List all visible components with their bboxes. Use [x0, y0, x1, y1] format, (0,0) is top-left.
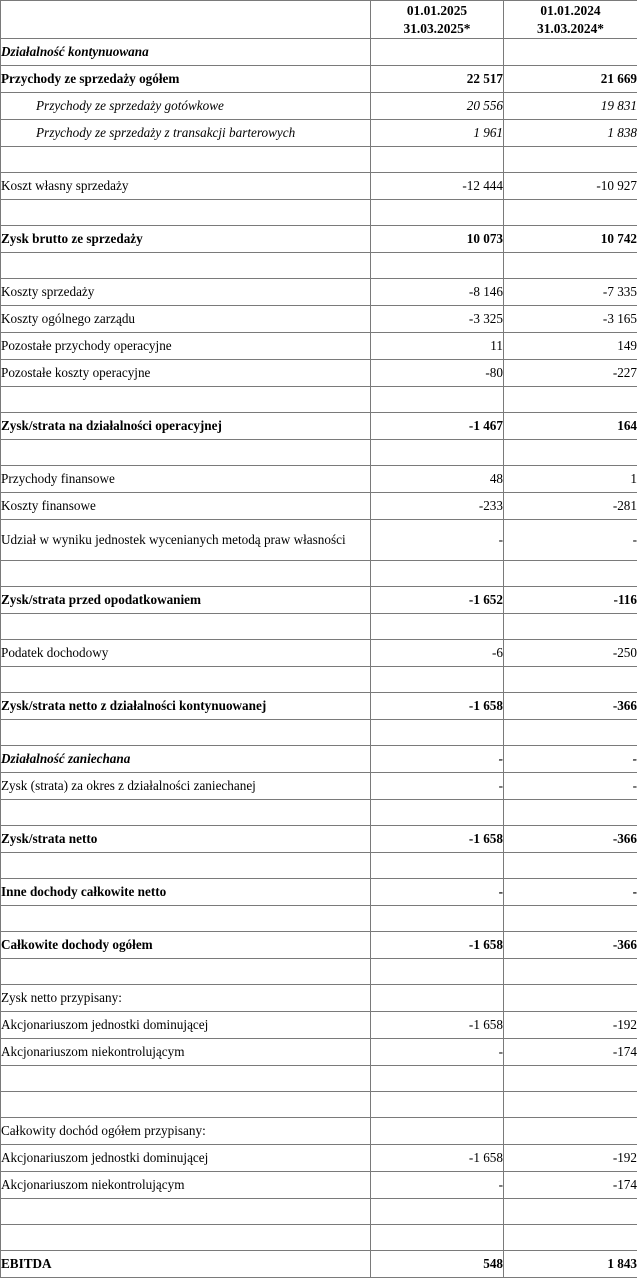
row-value-previous-period: -366 — [504, 826, 637, 853]
header-period-previous — [504, 1, 637, 39]
table-spacer-row — [1, 853, 637, 879]
table-row — [1, 120, 637, 147]
row-value-previous-period — [504, 440, 637, 466]
row-label: Zysk/strata netto — [1, 826, 371, 853]
row-value-current-period — [371, 1066, 504, 1092]
table-row — [1, 773, 637, 800]
row-value-current-period: -1 658 — [371, 932, 504, 959]
row-value-previous-period: 10 742 — [504, 226, 637, 253]
row-value-previous-period — [504, 147, 637, 173]
row-value-previous-period: 1 843 — [504, 1251, 637, 1278]
row-value-current-period: - — [371, 520, 504, 561]
table-row — [1, 493, 637, 520]
row-label: Całkowite dochody ogółem — [1, 932, 371, 959]
row-label — [1, 1066, 371, 1092]
row-label: Koszty ogólnego zarządu — [1, 306, 371, 333]
table-row — [1, 587, 637, 614]
row-label: Działalność zaniechana — [1, 746, 371, 773]
row-value-current-period: - — [371, 773, 504, 800]
table-row — [1, 1145, 637, 1172]
row-value-current-period: 548 — [371, 1251, 504, 1278]
row-label — [1, 1199, 371, 1225]
row-label — [1, 853, 371, 879]
row-value-previous-period: 164 — [504, 413, 637, 440]
row-value-current-period: 20 556 — [371, 93, 504, 120]
table-row — [1, 306, 637, 333]
row-label: Działalność kontynuowana — [1, 39, 371, 66]
row-label — [1, 147, 371, 173]
table-spacer-row — [1, 253, 637, 279]
table-row — [1, 1251, 637, 1278]
row-value-current-period — [371, 800, 504, 826]
row-value-previous-period: -227 — [504, 360, 637, 387]
row-label: Zysk netto przypisany: — [1, 985, 371, 1012]
row-value-current-period: -1 658 — [371, 1145, 504, 1172]
table-row — [1, 66, 637, 93]
row-value-previous-period — [504, 561, 637, 587]
row-value-current-period — [371, 1092, 504, 1118]
row-value-current-period: -1 658 — [371, 1012, 504, 1039]
row-value-current-period: -80 — [371, 360, 504, 387]
header-period-current — [371, 1, 504, 39]
table-spacer-row — [1, 387, 637, 413]
table-row — [1, 466, 637, 493]
row-value-previous-period: - — [504, 520, 637, 561]
row-label: Koszty finansowe — [1, 493, 371, 520]
row-value-current-period: 10 073 — [371, 226, 504, 253]
row-value-previous-period: -116 — [504, 587, 637, 614]
row-label: Zysk/strata przed opodatkowaniem — [1, 587, 371, 614]
row-value-previous-period: -174 — [504, 1039, 637, 1066]
row-label: Akcjonariuszom jednostki dominującej — [1, 1012, 371, 1039]
row-value-current-period — [371, 667, 504, 693]
row-label — [1, 720, 371, 746]
row-value-current-period — [371, 200, 504, 226]
row-value-previous-period — [504, 959, 637, 985]
table-row — [1, 1012, 637, 1039]
table-spacer-row — [1, 561, 637, 587]
row-value-previous-period: -192 — [504, 1145, 637, 1172]
row-value-previous-period — [504, 614, 637, 640]
header-row — [1, 1, 637, 39]
row-value-current-period: - — [371, 746, 504, 773]
row-value-current-period: 48 — [371, 466, 504, 493]
row-value-previous-period: 21 669 — [504, 66, 637, 93]
row-value-current-period: -8 146 — [371, 279, 504, 306]
table-row — [1, 826, 637, 853]
row-label: EBITDA — [1, 1251, 371, 1278]
row-value-previous-period — [504, 253, 637, 279]
table-row — [1, 640, 637, 667]
row-value-current-period — [371, 906, 504, 932]
row-value-previous-period — [504, 1225, 637, 1251]
row-label: Całkowity dochód ogółem przypisany: — [1, 1118, 371, 1145]
table-spacer-row — [1, 906, 637, 932]
table-header — [1, 1, 637, 39]
row-value-current-period: -12 444 — [371, 173, 504, 200]
row-value-current-period — [371, 720, 504, 746]
row-value-previous-period — [504, 853, 637, 879]
table-row — [1, 932, 637, 959]
table-spacer-row — [1, 200, 637, 226]
table-spacer-row — [1, 720, 637, 746]
row-value-previous-period: - — [504, 879, 637, 906]
row-value-previous-period: -174 — [504, 1172, 637, 1199]
row-value-previous-period — [504, 1118, 637, 1145]
row-label: Zysk/strata netto z działalności kontynuowanej — [1, 693, 371, 720]
row-label: Przychody finansowe — [1, 466, 371, 493]
row-value-current-period: -233 — [371, 493, 504, 520]
row-value-previous-period — [504, 906, 637, 932]
row-value-current-period: 11 — [371, 333, 504, 360]
table-row — [1, 413, 637, 440]
table-body — [1, 39, 637, 1278]
row-value-current-period — [371, 1199, 504, 1225]
row-value-current-period — [371, 1118, 504, 1145]
row-label: Przychody ze sprzedaży z transakcji barterowych — [1, 120, 371, 147]
row-label — [1, 440, 371, 466]
table-spacer-row — [1, 667, 637, 693]
row-value-previous-period: -7 335 — [504, 279, 637, 306]
row-label: Pozostałe koszty operacyjne — [1, 360, 371, 387]
table-row — [1, 1039, 637, 1066]
row-label — [1, 561, 371, 587]
table-spacer-row — [1, 1092, 637, 1118]
row-label: Zysk brutto ze sprzedaży — [1, 226, 371, 253]
row-label: Pozostałe przychody operacyjne — [1, 333, 371, 360]
table-row — [1, 985, 637, 1012]
table-row — [1, 1172, 637, 1199]
row-value-previous-period: - — [504, 773, 637, 800]
table-spacer-row — [1, 1225, 637, 1251]
row-value-current-period: -6 — [371, 640, 504, 667]
row-value-previous-period — [504, 1092, 637, 1118]
row-label — [1, 800, 371, 826]
row-value-previous-period: -3 165 — [504, 306, 637, 333]
row-value-current-period: 22 517 — [371, 66, 504, 93]
table-row — [1, 746, 637, 773]
row-value-previous-period: -366 — [504, 693, 637, 720]
row-value-current-period — [371, 959, 504, 985]
row-value-current-period: -1 652 — [371, 587, 504, 614]
table-row — [1, 1118, 637, 1145]
row-label — [1, 200, 371, 226]
row-value-current-period: - — [371, 879, 504, 906]
table-spacer-row — [1, 440, 637, 466]
row-value-previous-period — [504, 39, 637, 66]
row-label: Przychody ze sprzedaży ogółem — [1, 66, 371, 93]
row-value-previous-period: - — [504, 746, 637, 773]
row-value-current-period: -1 658 — [371, 693, 504, 720]
row-value-current-period: -1 658 — [371, 826, 504, 853]
row-value-current-period — [371, 853, 504, 879]
row-label — [1, 667, 371, 693]
header-label-column — [1, 1, 371, 39]
row-value-current-period — [371, 39, 504, 66]
row-value-previous-period — [504, 387, 637, 413]
row-value-previous-period: -281 — [504, 493, 637, 520]
row-value-previous-period: 1 838 — [504, 120, 637, 147]
table-row — [1, 226, 637, 253]
table-spacer-row — [1, 800, 637, 826]
row-label: Akcjonariuszom niekontrolującym — [1, 1172, 371, 1199]
row-value-previous-period: 1 — [504, 466, 637, 493]
table-row — [1, 279, 637, 306]
row-value-previous-period — [504, 985, 637, 1012]
row-value-previous-period — [504, 667, 637, 693]
row-value-previous-period: 19 831 — [504, 93, 637, 120]
row-label: Podatek dochodowy — [1, 640, 371, 667]
table-row — [1, 173, 637, 200]
header-period-previous-line2: 31.03.2024* — [537, 20, 604, 36]
row-label: Inne dochody całkowite netto — [1, 879, 371, 906]
row-value-current-period — [371, 387, 504, 413]
table-spacer-row — [1, 1199, 637, 1225]
row-value-current-period — [371, 561, 504, 587]
row-label: Akcjonariuszom jednostki dominującej — [1, 1145, 371, 1172]
row-value-previous-period: -10 927 — [504, 173, 637, 200]
table-spacer-row — [1, 959, 637, 985]
row-value-previous-period — [504, 1066, 637, 1092]
row-label: Zysk/strata na działalności operacyjnej — [1, 413, 371, 440]
table-spacer-row — [1, 614, 637, 640]
row-value-previous-period: 149 — [504, 333, 637, 360]
row-value-previous-period: -366 — [504, 932, 637, 959]
table-row — [1, 879, 637, 906]
row-value-current-period: -1 467 — [371, 413, 504, 440]
row-value-previous-period: -250 — [504, 640, 637, 667]
header-period-previous-line1: 01.01.2024 — [540, 3, 601, 19]
row-label — [1, 1225, 371, 1251]
row-value-current-period — [371, 985, 504, 1012]
header-period-current-line1: 01.01.2025 — [406, 3, 468, 19]
table-row — [1, 93, 637, 120]
row-label: Akcjonariuszom niekontrolującym — [1, 1039, 371, 1066]
table-row — [1, 693, 637, 720]
row-label — [1, 253, 371, 279]
row-label — [1, 959, 371, 985]
table-row — [1, 360, 637, 387]
row-label: Przychody ze sprzedaży gotówkowe — [1, 93, 371, 120]
row-label — [1, 614, 371, 640]
table-spacer-row — [1, 1066, 637, 1092]
row-value-current-period: 1 961 — [371, 120, 504, 147]
row-value-current-period: - — [371, 1172, 504, 1199]
row-value-previous-period — [504, 1199, 637, 1225]
row-value-previous-period — [504, 720, 637, 746]
row-value-current-period: -3 325 — [371, 306, 504, 333]
table-row — [1, 39, 637, 66]
row-label: Koszt własny sprzedaży — [1, 173, 371, 200]
row-value-current-period: - — [371, 1039, 504, 1066]
row-value-previous-period — [504, 800, 637, 826]
row-label — [1, 1092, 371, 1118]
row-value-current-period — [371, 147, 504, 173]
row-label: Koszty sprzedaży — [1, 279, 371, 306]
row-value-current-period — [371, 614, 504, 640]
row-value-current-period — [371, 440, 504, 466]
table-row — [1, 520, 637, 561]
row-value-previous-period: -192 — [504, 1012, 637, 1039]
row-label — [1, 906, 371, 932]
row-label: Zysk (strata) za okres z działalności zaniechanej — [1, 773, 371, 800]
row-label: Udział w wyniku jednostek wycenianych metodą praw własności — [1, 520, 371, 561]
table-row — [1, 333, 637, 360]
header-period-current-line2: 31.03.2025* — [403, 20, 471, 36]
row-value-previous-period — [504, 200, 637, 226]
row-value-current-period — [371, 253, 504, 279]
row-value-current-period — [371, 1225, 504, 1251]
table-spacer-row — [1, 147, 637, 173]
row-label — [1, 387, 371, 413]
